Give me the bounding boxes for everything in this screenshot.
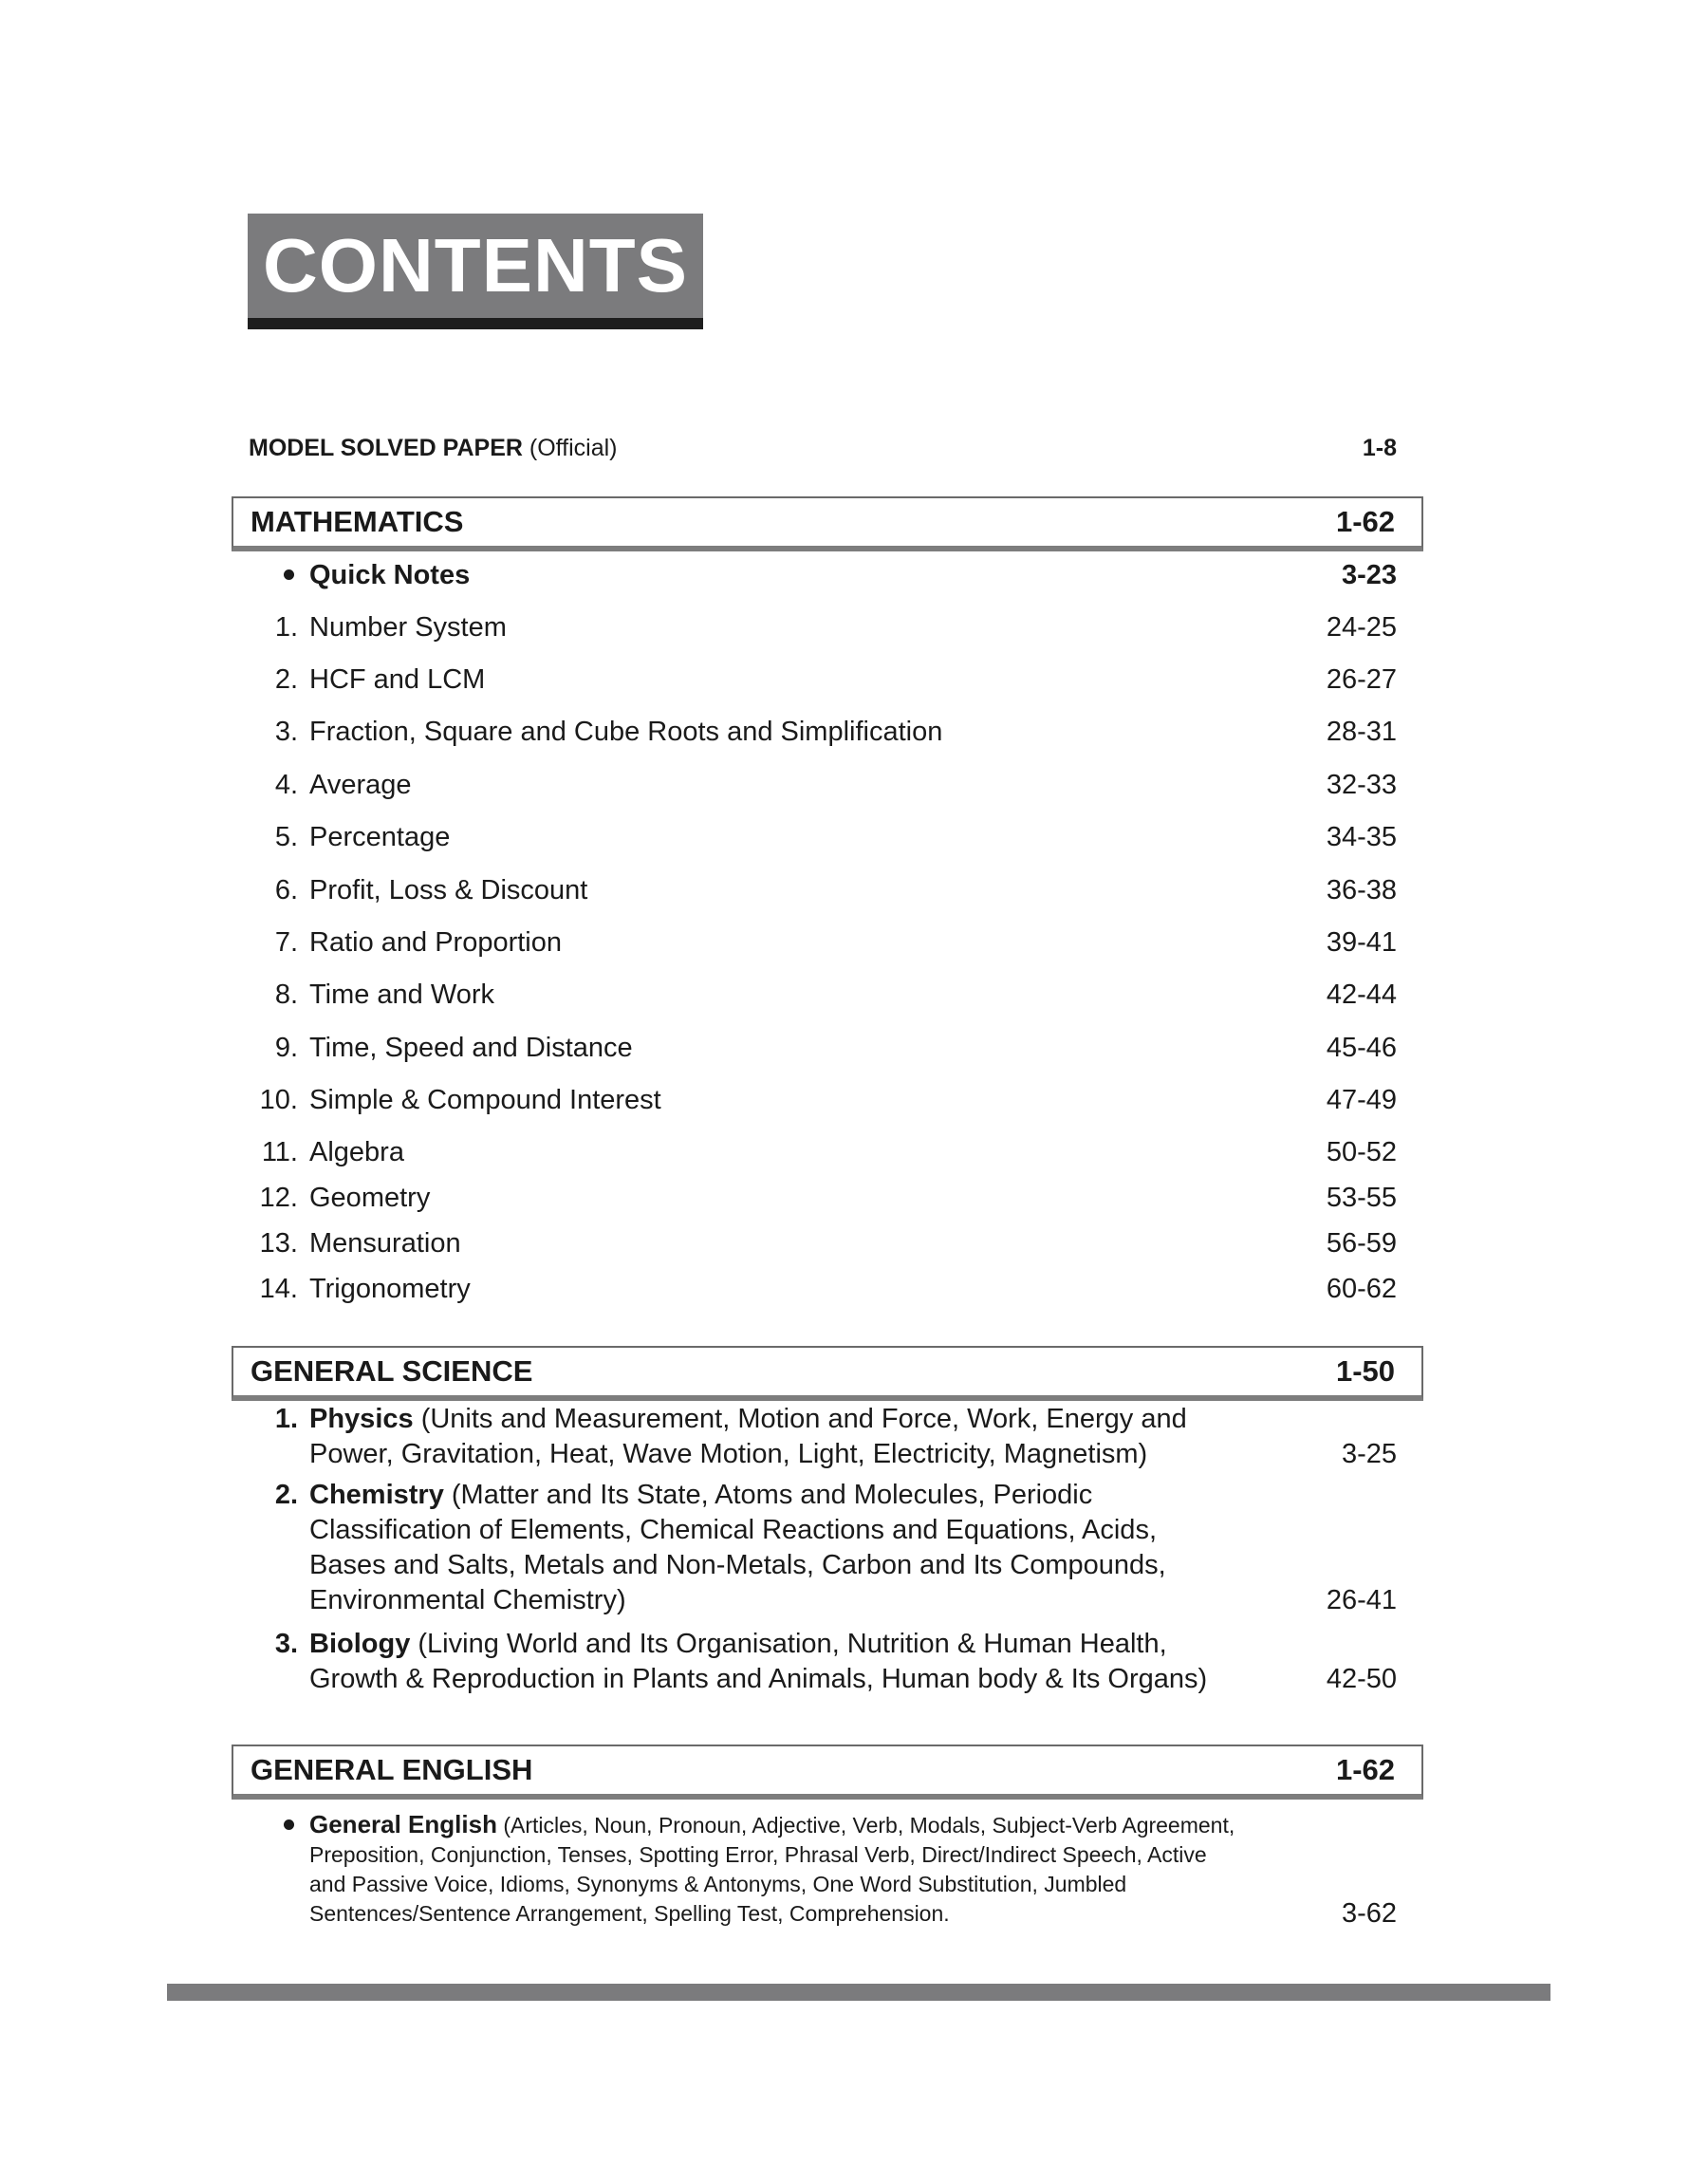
- item-number: 1.: [274, 1404, 298, 1434]
- model-paper-label-bold: MODEL SOLVED PAPER: [249, 435, 523, 461]
- item-pages: 60-62: [1326, 1274, 1397, 1304]
- bullet-icon: [249, 560, 309, 591]
- item-number: 14.: [259, 1274, 298, 1304]
- item-number: 6.: [274, 875, 298, 905]
- item-pages: 34-35: [1326, 822, 1397, 852]
- model-paper-label-rest: (Official): [522, 435, 618, 461]
- item-label: Geometry: [309, 1183, 431, 1213]
- model-paper-pages: 1-8: [1362, 435, 1397, 461]
- section-header-general-science: [232, 1346, 1423, 1401]
- item-label: Fraction, Square and Cube Roots and Simplification: [309, 717, 943, 747]
- item-label: Simple & Compound Interest: [309, 1085, 661, 1115]
- section-title: GENERAL SCIENCE: [251, 1354, 533, 1388]
- math-item-row: [249, 770, 1397, 801]
- item-label: Time, Speed and Distance: [309, 1033, 633, 1063]
- item-number: 3.: [274, 1629, 298, 1659]
- section-header-general-english: [232, 1745, 1423, 1800]
- item-label: [309, 1478, 1239, 1618]
- item-number: 2.: [274, 1480, 298, 1510]
- math-item-row: [249, 875, 1397, 906]
- math-item-row: [249, 717, 1397, 748]
- item-pages: 42-50: [1326, 1664, 1397, 1694]
- english-item-label: [309, 1810, 1239, 1929]
- item-label: Ratio and Proportion: [309, 927, 562, 958]
- math-item-row: [249, 1033, 1397, 1064]
- item-title: Chemistry: [309, 1480, 444, 1510]
- science-item-row: [249, 1402, 1397, 1472]
- item-title: Physics: [309, 1404, 414, 1434]
- item-label: Profit, Loss & Discount: [309, 875, 588, 905]
- item-pages: 24-25: [1326, 612, 1397, 643]
- item-number: 10.: [259, 1085, 298, 1115]
- item-pages: 3-25: [1341, 1439, 1397, 1469]
- footer-bar: [167, 1984, 1550, 2001]
- item-number: 12.: [259, 1183, 298, 1213]
- section-header-mathematics: [232, 496, 1423, 551]
- item-detail: (Living World and Its Organisation, Nutrition & Human Health, Growth & Reproduction in Plants and Animals, Human body & Its Organs): [309, 1629, 1208, 1694]
- math-item-row: [249, 1137, 1397, 1168]
- item-number: 5.: [274, 822, 298, 852]
- english-item-row: [249, 1810, 1397, 1929]
- item-pages: 36-38: [1326, 875, 1397, 905]
- math-item-row: [249, 1183, 1397, 1214]
- item-label: Time and Work: [309, 980, 494, 1010]
- item-number: 1.: [274, 612, 298, 643]
- math-item-row: [249, 822, 1397, 853]
- math-item-row: [249, 1274, 1397, 1305]
- item-label: [309, 1627, 1239, 1697]
- item-label: Average: [309, 770, 412, 800]
- item-number: 9.: [274, 1033, 298, 1063]
- item-label: [309, 1402, 1239, 1472]
- quick-notes-pages: 3-23: [1341, 560, 1397, 590]
- item-title: Biology: [309, 1629, 411, 1659]
- model-paper-row: [249, 435, 1397, 462]
- item-pages: 26-41: [1326, 1585, 1397, 1615]
- section-title: GENERAL ENGLISH: [251, 1753, 533, 1786]
- science-item-row: [249, 1627, 1397, 1697]
- item-pages: 56-59: [1326, 1228, 1397, 1259]
- math-item-row: [249, 1085, 1397, 1116]
- item-label: Mensuration: [309, 1228, 461, 1259]
- item-label: HCF and LCM: [309, 664, 486, 695]
- item-pages: 42-44: [1326, 980, 1397, 1010]
- math-item-row: [249, 980, 1397, 1011]
- item-detail: (Matter and Its State, Atoms and Molecules, Periodic Classification of Elements, Chemical Reactions and Equations, Acids, Bases and Salts, Metals and Non-Metals, Carbon and Its Compounds, Environmental Chemistry): [309, 1480, 1166, 1615]
- bullet-icon: [249, 1810, 309, 1839]
- section-pages: 1-62: [1335, 1753, 1395, 1786]
- item-pages: 28-31: [1326, 717, 1397, 747]
- item-pages: 47-49: [1326, 1085, 1397, 1115]
- quick-notes-row: [249, 560, 1397, 591]
- item-label: Algebra: [309, 1137, 404, 1167]
- item-label: Percentage: [309, 822, 451, 852]
- english-item-pages: 3-62: [1341, 1898, 1397, 1929]
- model-paper-label: [249, 435, 1363, 462]
- page-title: CONTENTS: [263, 223, 688, 308]
- item-number: 13.: [259, 1228, 298, 1259]
- item-pages: 32-33: [1326, 770, 1397, 800]
- science-item-row: [249, 1478, 1397, 1618]
- item-label: Trigonometry: [309, 1274, 471, 1304]
- item-number: 7.: [274, 927, 298, 958]
- item-pages: 26-27: [1326, 664, 1397, 695]
- item-number: 3.: [274, 717, 298, 747]
- item-number: 8.: [274, 980, 298, 1010]
- section-pages: 1-50: [1335, 1354, 1395, 1388]
- quick-notes-label: Quick Notes: [309, 560, 471, 590]
- item-pages: 50-52: [1326, 1137, 1397, 1167]
- math-item-row: [249, 612, 1397, 644]
- item-pages: 53-55: [1326, 1183, 1397, 1213]
- section-pages: 1-62: [1335, 505, 1395, 538]
- item-label: Number System: [309, 612, 507, 643]
- item-detail: (Units and Measurement, Motion and Force, Work, Energy and Power, Gravitation, Heat, Wave Motion, Light, Electricity, Magnetism): [309, 1404, 1187, 1469]
- math-item-row: [249, 664, 1397, 696]
- math-item-row: [249, 927, 1397, 959]
- item-pages: 45-46: [1326, 1033, 1397, 1063]
- item-number: 4.: [274, 770, 298, 800]
- english-item-detail: (Articles, Noun, Pronoun, Adjective, Verb, Modals, Subject-Verb Agreement, Preposition, Conjunction, Tenses, Spotting Error, Phrasal Verb, Direct/Indirect Speech, Active and Passive Voice, Idioms, Synonyms & Antonyms, One Word Substitution, Jumbled Sentences/Sentence Arrangement, Spelling Test, Comprehension.: [309, 1813, 1235, 1926]
- english-item-title: General English: [309, 1810, 497, 1838]
- math-item-row: [249, 1228, 1397, 1259]
- item-number: 11.: [261, 1137, 298, 1167]
- section-title: MATHEMATICS: [251, 505, 464, 538]
- item-pages: 39-41: [1326, 927, 1397, 958]
- contents-title-box: [248, 214, 703, 329]
- item-number: 2.: [274, 664, 298, 695]
